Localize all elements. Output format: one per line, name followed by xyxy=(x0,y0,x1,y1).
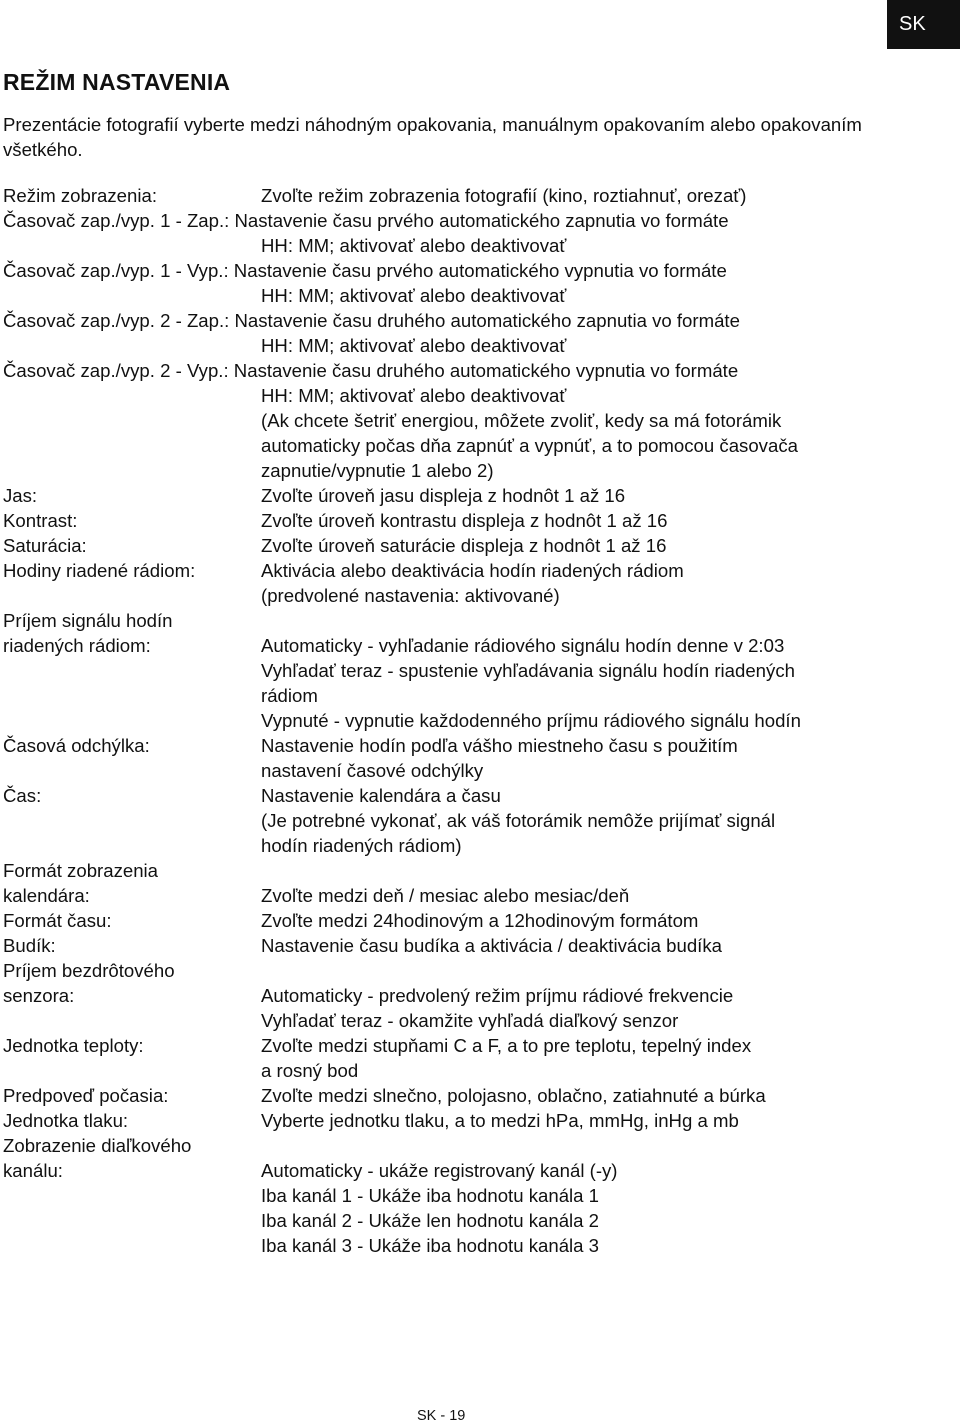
channel-label-2: kanálu: xyxy=(3,1160,63,1181)
time-format-desc: Zvoľte medzi 24hodinovým a 12hodinovým formátom xyxy=(261,910,699,931)
time-desc-2: (Je potrebné vykonať, ak váš fotorámik nemôže prijímať signál xyxy=(261,810,776,831)
rc-signal-label-2: riadených rádiom: xyxy=(3,635,151,656)
rc-clock-desc: Aktivácia alebo deaktivácia hodín riadených rádiom xyxy=(261,560,684,581)
contrast-desc: Zvoľte úroveň kontrastu displeja z hodnôt 1 až 16 xyxy=(261,510,668,531)
contrast-label: Kontrast: xyxy=(3,510,78,531)
brightness-desc: Zvoľte úroveň jasu displeja z hodnôt 1 až 16 xyxy=(261,485,626,506)
time-label: Čas: xyxy=(3,785,42,806)
wireless-label-1: Príjem bezdrôtového xyxy=(3,960,175,981)
pressure-label: Jednotka tlaku: xyxy=(3,1110,129,1131)
timer-1-off-cont: HH: MM; aktivovať alebo deaktivovať xyxy=(261,285,567,306)
channel-desc-2: Iba kanál 1 - Ukáže iba hodnotu kanála 1 xyxy=(261,1185,600,1206)
time-format-label: Formát času: xyxy=(3,910,112,931)
timer-1-on-cont: HH: MM; aktivovať alebo deaktivovať xyxy=(261,235,567,256)
forecast-label: Predpoveď počasia: xyxy=(3,1085,169,1106)
saturation-label: Saturácia: xyxy=(3,535,87,556)
page-title: REŽIM NASTAVENIA xyxy=(3,69,231,95)
channel-desc-1: Automaticky - ukáže registrovaný kanál (-y) xyxy=(261,1160,618,1181)
timer-1-on: Časovač zap./vyp. 1 - Zap.: Nastavenie času prvého automatického zapnutia vo formáte xyxy=(3,210,729,231)
temp-unit-desc-2: a rosný bod xyxy=(261,1060,359,1081)
calendar-format-desc: Zvoľte medzi deň / mesiac alebo mesiac/deň xyxy=(261,885,630,906)
timer-2-on-cont: HH: MM; aktivovať alebo deaktivovať xyxy=(261,335,567,356)
brightness-label: Jas: xyxy=(3,485,38,506)
forecast-desc: Zvoľte medzi slnečno, polojasno, oblačno, zatiahnuté a búrka xyxy=(261,1085,766,1106)
wireless-desc-2: Vyhľadať teraz - okamžite vyhľadá diaľkový senzor xyxy=(261,1010,679,1031)
language-tag: SK xyxy=(887,0,960,49)
display-mode-label: Režim zobrazenia: xyxy=(3,185,157,206)
rc-signal-desc-1: Automaticky - vyhľadanie rádiového signálu hodín denne v 2:03 xyxy=(261,635,785,656)
pressure-desc: Vyberte jednotku tlaku, a to medzi hPa, mmHg, inHg a mb xyxy=(261,1110,739,1131)
wireless-desc-1: Automaticky - predvolený režim príjmu rádiové frekvencie xyxy=(261,985,734,1006)
calendar-format-label-2: kalendára: xyxy=(3,885,90,906)
rc-clock-label: Hodiny riadené rádiom: xyxy=(3,560,196,581)
channel-desc-3: Iba kanál 2 - Ukáže len hodnotu kanála 2 xyxy=(261,1210,600,1231)
timer-2-off: Časovač zap./vyp. 2 - Vyp.: Nastavenie času druhého automatického vypnutia vo formáte xyxy=(3,360,739,381)
page-number: SK - 19 xyxy=(417,1408,466,1424)
temp-unit-label: Jednotka teploty: xyxy=(3,1035,144,1056)
calendar-format-label-1: Formát zobrazenia xyxy=(3,860,159,881)
time-offset-label: Časová odchýlka: xyxy=(3,735,150,756)
temp-unit-desc-1: Zvoľte medzi stupňami C a F, a to pre teplotu, tepelný index xyxy=(261,1035,752,1056)
timer-note-1: (Ak chcete šetriť energiou, môžete zvoliť, kedy sa má fotorámik xyxy=(261,410,782,431)
rc-signal-desc-3: rádiom xyxy=(261,685,318,706)
saturation-desc: Zvoľte úroveň saturácie displeja z hodnôt 1 až 16 xyxy=(261,535,667,556)
channel-label-1: Zobrazenie diaľkového xyxy=(3,1135,192,1156)
display-mode-desc: Zvoľte režim zobrazenia fotografií (kino, roztiahnuť, orezať) xyxy=(261,185,747,206)
timer-note-2: automaticky počas dňa zapnúť a vypnúť, a to pomocou časovača xyxy=(261,435,798,456)
time-offset-desc-2: nastavení časové odchýlky xyxy=(261,760,484,781)
channel-desc-4: Iba kanál 3 - Ukáže iba hodnotu kanála 3 xyxy=(261,1235,600,1256)
rc-signal-desc-2: Vyhľadať teraz - spustenie vyhľadávania signálu hodín riadených xyxy=(261,660,795,681)
timer-2-on: Časovač zap./vyp. 2 - Zap.: Nastavenie času druhého automatického zapnutia vo formáte xyxy=(3,310,740,331)
alarm-desc: Nastavenie času budíka a aktivácia / deaktivácia budíka xyxy=(261,935,722,956)
timer-note-3: zapnutie/vypnutie 1 alebo 2) xyxy=(261,460,494,481)
timer-1-off: Časovač zap./vyp. 1 - Vyp.: Nastavenie času prvého automatického vypnutia vo formáte xyxy=(3,260,727,281)
rc-signal-desc-4: Vypnuté - vypnutie každodenného príjmu rádiového signálu hodín xyxy=(261,710,801,731)
timer-2-off-cont: HH: MM; aktivovať alebo deaktivovať xyxy=(261,385,567,406)
time-desc-3: hodín riadených rádiom) xyxy=(261,835,462,856)
rc-clock-desc-2: (predvolené nastavenia: aktivované) xyxy=(261,585,560,606)
wireless-label-2: senzora: xyxy=(3,985,75,1006)
alarm-label: Budík: xyxy=(3,935,56,956)
time-offset-desc-1: Nastavenie hodín podľa vášho miestneho času s použitím xyxy=(261,735,738,756)
rc-signal-label-1: Príjem signálu hodín xyxy=(3,610,173,631)
intro-paragraph: Prezentácie fotografií vyberte medzi náhodným opakovania, manuálnym opakovaním alebo opakovaním všetkého. xyxy=(3,114,862,160)
time-desc-1: Nastavenie kalendára a času xyxy=(261,785,501,806)
